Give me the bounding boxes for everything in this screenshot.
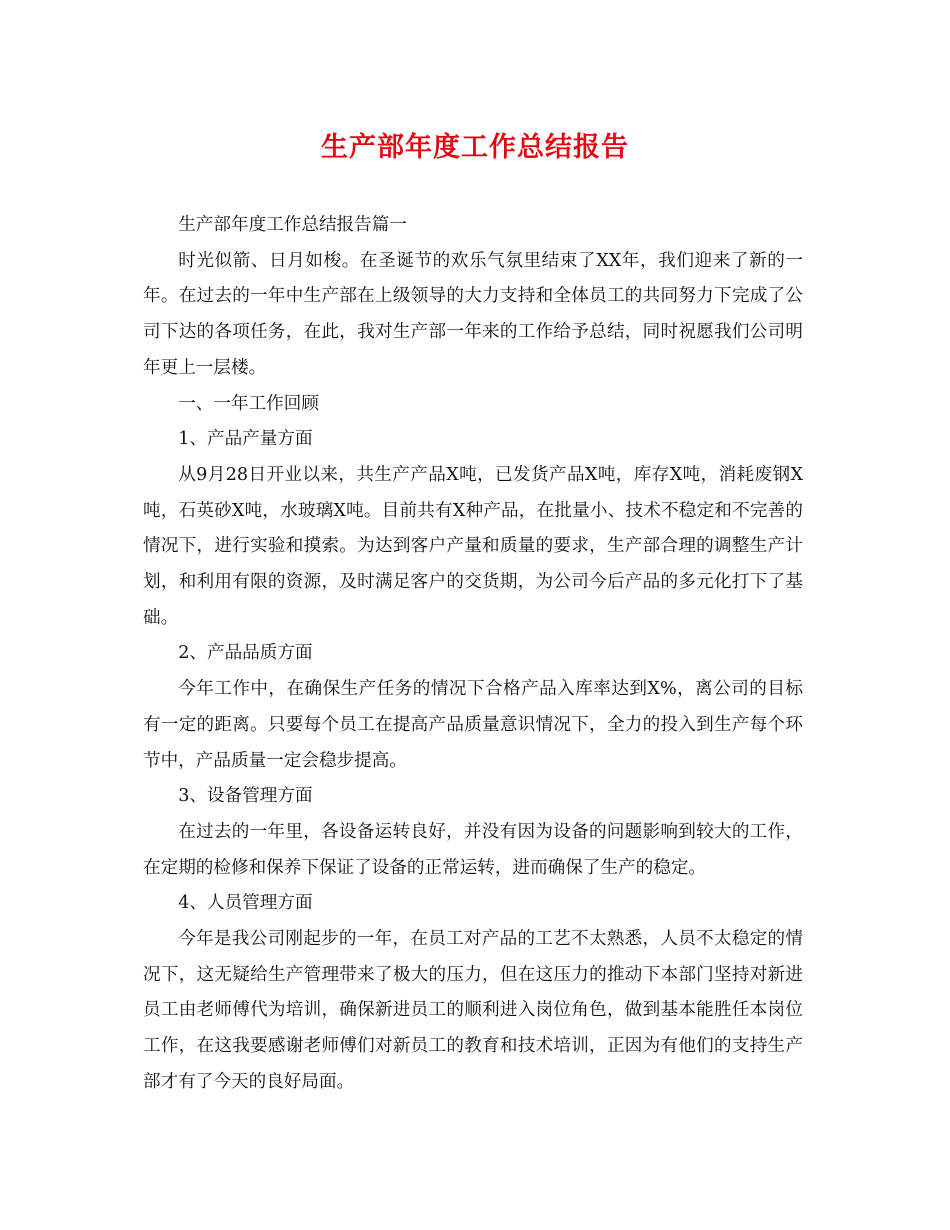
subheading-equipment: 3、设备管理方面 bbox=[178, 786, 313, 807]
paragraph-subtitle: 生产部年度工作总结报告篇一 bbox=[178, 215, 407, 235]
document-body bbox=[143, 208, 803, 1101]
paragraph-quality: 今年工作中，在确保生产任务的情况下合格产品入库率达到X%，离公司的目标有一定的距离。只要每个员工在提高产品质量意识情况下，全力的投入到生产每个环节中，产品质量一定会稳步提高。 bbox=[143, 679, 803, 771]
paragraph-personnel: 今年是我公司刚起步的一年，在员工对产品的工艺不太熟悉，人员不太稳定的情况下，这无疑给生产管理带来了极大的压力，但在这压力的推动下本部门坚持对新进员工由老师傅代为培训，确保新进员工的顺利进入岗位角色，做到基本能胜任本岗位工作，在这我要感谢老师傅们对新员工的教育和技术培训，正因为有他们的支持生产部才有了今天的良好局面。 bbox=[143, 929, 803, 1092]
subheading-personnel: 4、人员管理方面 bbox=[178, 893, 313, 914]
paragraph-equipment: 在过去的一年里，各设备运转良好，并没有因为设备的问题影响到较大的工作，在定期的检修和保养下保证了设备的正常运转，进而确保了生产的稳定。 bbox=[143, 821, 803, 878]
subheading-quality: 2、产品品质方面 bbox=[178, 643, 313, 664]
subheading-output: 1、产品产量方面 bbox=[178, 429, 313, 450]
document-title: 生产部年度工作总结报告 bbox=[321, 132, 629, 163]
paragraph-intro: 时光似箭、日月如梭。在圣诞节的欢乐气氛里结束了XX年，我们迎来了新的一年。在过去的一年中生产部在上级领导的大力支持和全体员工的共同努力下完成了公司下达的各项任务，在此，我对生产部一年来的工作给予总结，同时祝愿我们公司明年更上一层楼。 bbox=[143, 250, 803, 378]
section-heading-review: 一、一年工作回顾 bbox=[178, 393, 319, 414]
paragraph-output: 从9月28日开业以来，共生产产品X吨，已发货产品X吨，库存X吨，消耗废钢X吨，石英砂X吨，水玻璃X吨。目前共有X种产品，在批量小、技术不稳定和不完善的情况下，进行实验和摸索。为达到客户产量和质量的要求，生产部合理的调整生产计划，和利用有限的资源，及时满足客户的交货期，为公司今后产品的多元化打下了基础。 bbox=[143, 464, 803, 628]
